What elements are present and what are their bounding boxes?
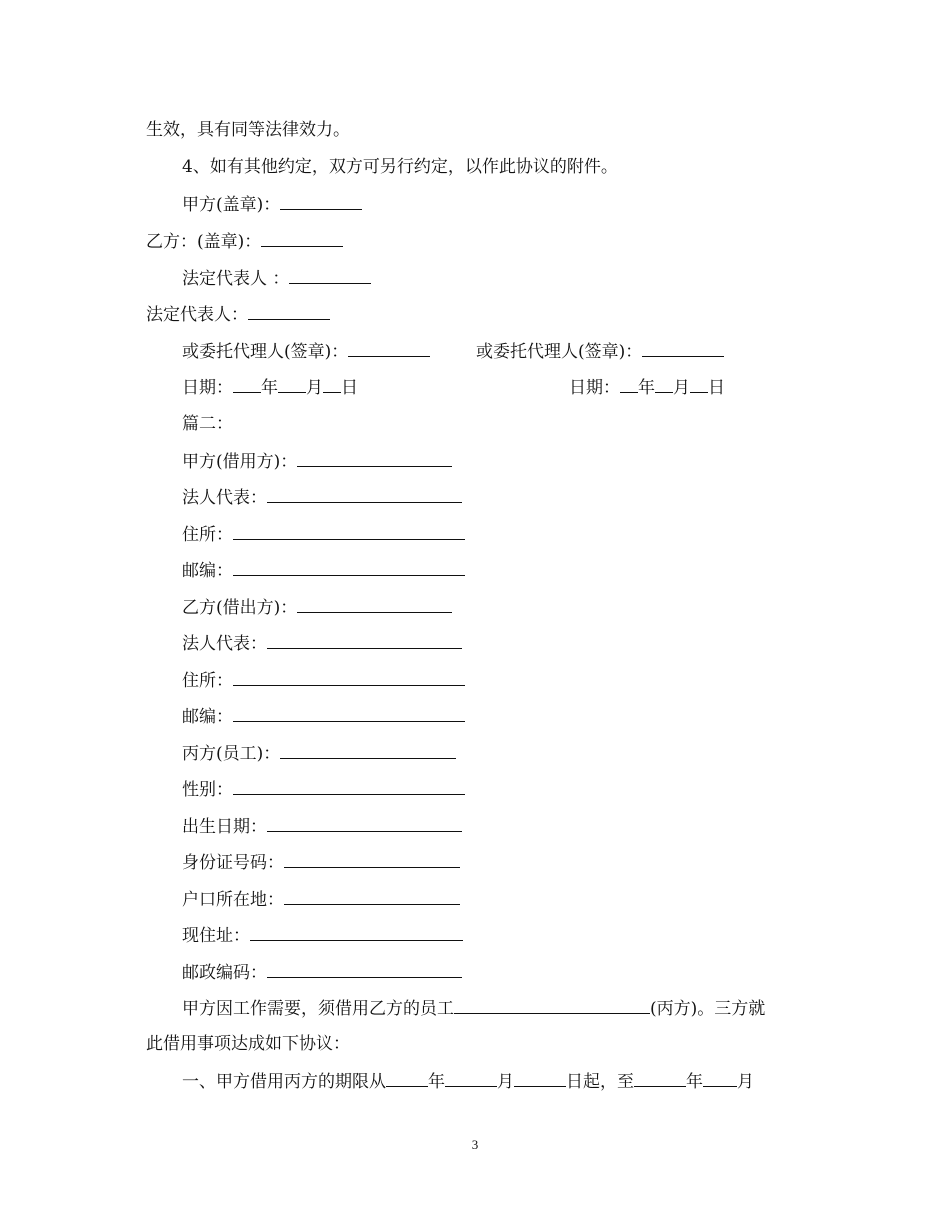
label: 性别： [182,780,233,800]
blank [261,230,343,247]
blank [248,303,330,320]
month-label: 月 [673,378,690,398]
date-line-left [182,376,358,399]
label: 日期： [569,378,620,398]
blank [267,632,462,649]
blank [620,376,638,393]
blank [280,742,456,759]
blank [284,888,460,905]
text: 一、甲方借用丙方的期限从 [182,1072,386,1092]
form-field [182,888,460,911]
paragraph-line [182,1070,754,1093]
label: 法定代表人： [146,305,248,325]
label: 现住址： [182,926,250,946]
form-field [182,705,465,728]
page-number: 3 [471,1137,479,1152]
blank [386,1070,428,1087]
text-line: 4、如有其他约定，双方可另行约定，以作此协议的附件。 [182,157,618,177]
blank [233,705,465,722]
blank [267,486,462,503]
label: 户口所在地： [182,890,284,910]
month-label: 月 [306,378,323,398]
label: 甲方(盖章)： [182,195,281,215]
signature-line [182,267,371,290]
day-label: 日 [341,378,358,398]
text: 月 [497,1072,514,1092]
blank [690,376,708,393]
blank [703,1070,737,1087]
blank [280,193,362,210]
label: 或委托代理人(签章)： [182,342,349,362]
blank [278,376,306,393]
form-field [182,523,465,546]
year-label: 年 [261,378,278,398]
text: 甲方因工作需要，须借用乙方的员工 [182,999,454,1019]
blank [250,924,463,941]
form-field [182,851,460,874]
form-field [182,742,456,765]
blank [233,778,465,795]
blank [233,523,465,540]
form-field [182,778,465,801]
blank [233,376,261,393]
form-field [182,924,463,947]
form-field [182,961,462,984]
label: 甲方(借用方)： [182,452,298,472]
signature-line [146,230,343,253]
label: 邮编： [182,561,233,581]
text: (丙方)。三方就 [650,999,766,1019]
date-line-right [569,376,725,399]
blank [323,376,341,393]
text: 日起，至 [566,1072,634,1092]
label: 出生日期： [182,817,267,837]
label: 或委托代理人(签章)： [476,342,643,362]
blank [267,961,462,978]
text: 月 [737,1072,754,1092]
label: 乙方：(盖章)： [146,232,262,252]
blank [445,1070,497,1087]
blank [233,559,465,576]
label: 邮政编码： [182,963,267,983]
label: 住所： [182,525,233,545]
blank [634,1070,686,1087]
blank [289,267,371,284]
text: 年 [428,1072,445,1092]
blank [297,596,452,613]
label: 邮编： [182,707,233,727]
text-line: 生效，具有同等法律效力。 [146,120,350,140]
blank [514,1070,566,1087]
blank [348,340,430,357]
form-field [182,669,465,692]
signature-line [182,193,362,216]
label: 身份证号码： [182,853,284,873]
blank [642,340,724,357]
blank [454,997,650,1014]
label: 丙方(员工)： [182,744,281,764]
label: 住所： [182,671,233,691]
label: 乙方(借出方)： [182,598,298,618]
text: 年 [686,1072,703,1092]
blank [297,450,452,467]
label: 日期： [182,378,233,398]
agent-line-left [182,340,430,363]
label: 法人代表： [182,634,267,654]
blank [233,669,465,686]
signature-line [146,303,330,326]
agent-line-right [476,340,724,363]
form-field [182,596,452,619]
label: 法定代表人 ： [182,269,290,289]
form-field [182,632,462,655]
form-field [182,559,465,582]
section-heading: 篇二： [182,414,233,434]
day-label: 日 [708,378,725,398]
year-label: 年 [638,378,655,398]
label: 法人代表： [182,488,267,508]
blank [267,815,462,832]
form-field [182,450,452,473]
paragraph-line: 此借用事项达成如下协议： [146,1034,350,1054]
form-field [182,486,462,509]
blank [284,851,460,868]
paragraph-line [182,997,765,1020]
form-field [182,815,462,838]
blank [655,376,673,393]
